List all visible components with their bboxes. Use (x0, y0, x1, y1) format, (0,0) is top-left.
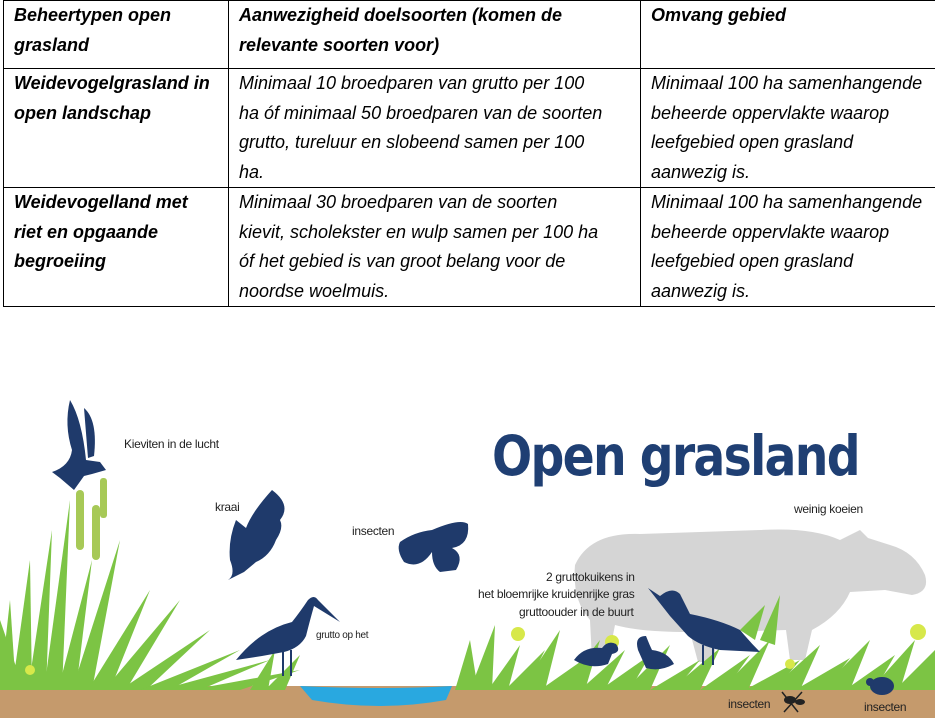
header-presence (229, 1, 641, 69)
label-kraai: kraai (215, 500, 240, 514)
header-extent (641, 1, 935, 69)
header-type (4, 1, 229, 69)
table-row (4, 188, 935, 307)
cell-line: open landschap (14, 102, 152, 123)
cell-line: aanwezig is. (651, 161, 751, 182)
row-extent (641, 69, 935, 188)
cell-line: ha óf minimaal 50 broedparen van de soorten (239, 102, 603, 123)
cell-line: leefgebied open grasland (651, 132, 854, 152)
table-row (4, 69, 935, 188)
header-line: Aanwezigheid doelsoorten (komen de (239, 5, 563, 25)
cell-line: Minimaal 30 broedparen van de soorten (239, 192, 558, 212)
row-presence (229, 69, 641, 188)
label-kuikens-1: 2 gruttokuikens in (546, 570, 635, 584)
cell-line: begroeiing (14, 251, 107, 271)
lapwing-icon (52, 400, 106, 490)
row-type (4, 188, 229, 307)
cell-line: ha. (239, 161, 265, 182)
label-weinig-koeien: weinig koeien (794, 502, 863, 516)
label-insecten-ground-2: insecten (864, 700, 907, 714)
open-grasland-illustration (0, 350, 935, 718)
row-type (4, 69, 229, 188)
label-insecten-ground-1: insecten (728, 697, 771, 711)
cell-line: aanwezig is. (651, 280, 751, 301)
label-insecten-air: insecten (352, 524, 395, 538)
habitat-table (3, 0, 935, 307)
cell-line: Weidevogelland met (14, 192, 188, 212)
label-ouder: gruttoouder in de buurt (519, 605, 634, 619)
row-presence (229, 188, 641, 307)
reed-stems (76, 478, 107, 560)
cell-line: leefgebied open grasland (651, 251, 854, 271)
cell-line: Minimaal 10 broedparen van grutto per 100 (239, 73, 585, 93)
label-kieviten: Kieviten in de lucht (124, 437, 219, 451)
header-line: relevante soorten voor) (239, 34, 440, 55)
cell-line: Weidevogelgrasland in (14, 73, 210, 93)
label-grutto-op: grutto op het (316, 630, 369, 641)
cell-line: Minimaal 100 ha samenhangende (651, 73, 923, 93)
cell-line: beheerde oppervlakte waarop (651, 221, 890, 242)
cell-line: riet en opgaande (14, 221, 159, 242)
butterfly-icon (399, 522, 469, 572)
cell-line: grutto, tureluur en slobeend samen per 100 (239, 132, 585, 152)
row-extent (641, 188, 935, 307)
illustration-title: Open grasland (492, 424, 859, 488)
header-line: Omvang gebied (651, 5, 787, 25)
cell-line: kievit, scholekster en wulp samen per 100 ha (239, 221, 599, 242)
header-line: grasland (14, 34, 90, 55)
cell-line: óf het gebied is van groot belang voor de (239, 251, 566, 271)
cell-line: Minimaal 100 ha samenhangende (651, 192, 923, 212)
cell-line: beheerde oppervlakte waarop (651, 102, 890, 123)
godwit-chick-icon (574, 636, 674, 669)
label-kuikens-2: het bloemrijke kruidenrijke gras (478, 587, 635, 601)
cell-line: noordse woelmuis. (239, 280, 390, 301)
table-header-row (4, 1, 935, 69)
header-line: Beheertypen open (14, 5, 172, 25)
